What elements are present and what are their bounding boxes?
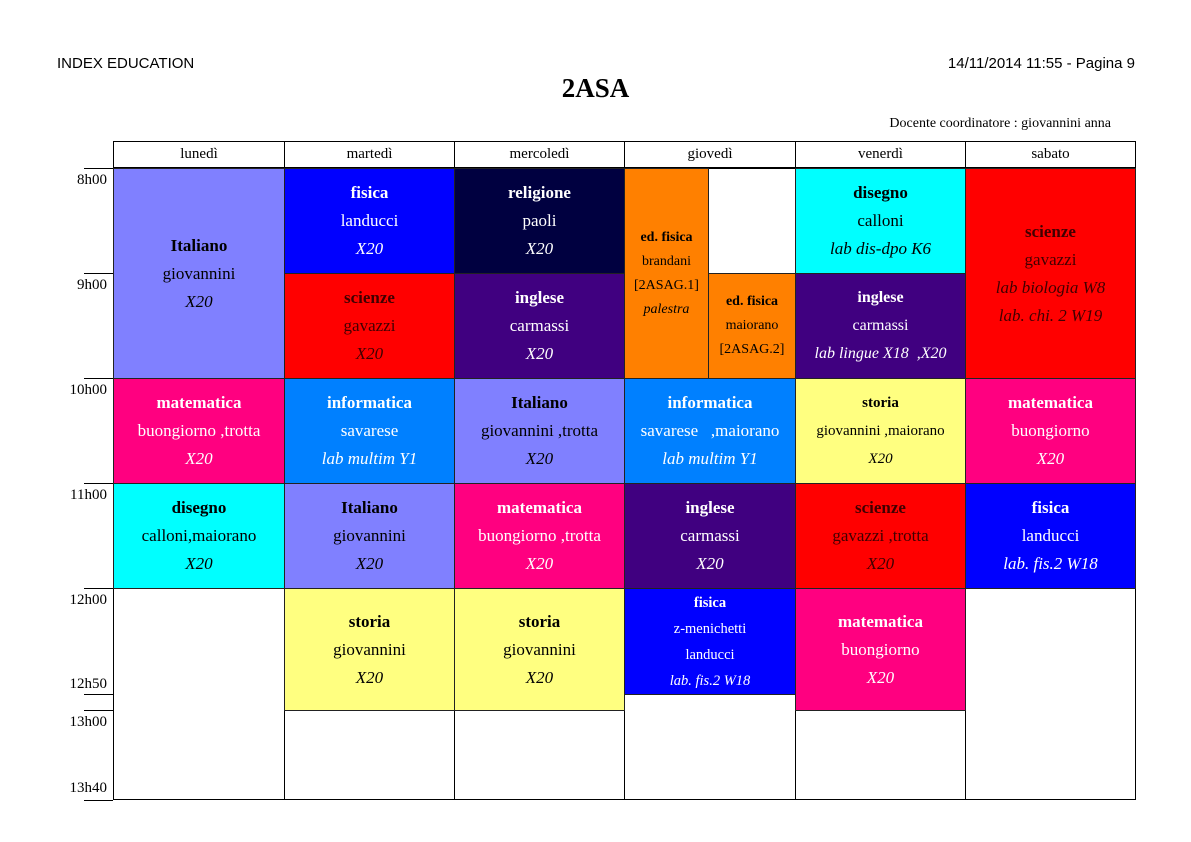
lesson-room: lab lingue X18 ,X20 [814,345,947,362]
lesson-subject: scienze [344,288,395,307]
day-header-tuesday: martedì [284,141,455,168]
lesson-subject: fisica [1031,498,1070,517]
lesson-subject: fisica [350,183,389,202]
lesson-teacher: paoli [522,211,557,230]
time-tick [84,588,113,589]
time-label: 13h00 [69,714,107,730]
lesson-subject: scienze [1025,221,1076,241]
lesson-thursday-fisica[interactable] [624,588,796,695]
lesson-subject: matematica [1008,393,1093,412]
lesson-room: X20 [696,554,724,573]
lesson-wednesday-storia[interactable] [454,588,625,711]
lesson-teacher: carmassi [852,317,909,334]
lesson-saturday-scienze[interactable] [965,168,1136,379]
time-tick [84,378,113,379]
lesson-subject: matematica [838,611,923,631]
lesson-room: X20 [355,239,384,258]
lesson-room: X20 [185,554,213,573]
lesson-wednesday-religione[interactable] [454,168,625,274]
lesson-teacher: carmassi [509,316,570,335]
lesson-teacher: buongiorno ,trotta [478,526,601,545]
time-label: 12h50 [69,676,107,692]
lesson-friday-scienze[interactable] [795,483,966,589]
lesson-teacher: giovannini ,maiorano [816,423,945,439]
lesson-room: X20 [525,449,554,468]
empty-slot [454,710,625,800]
lesson-room: X20 [868,451,893,467]
lesson-subject: inglese [685,498,735,517]
time-label: 10h00 [69,382,107,398]
lesson-teacher: giovannini [333,526,406,545]
lesson-subject: ed. fisica [725,294,779,309]
time-label: 9h00 [77,277,107,293]
lesson-teacher: giovannini [333,639,406,659]
lesson-room: X20 [185,291,213,311]
lesson-teacher: savarese [340,421,399,440]
lesson-subject: fisica [693,594,727,611]
lesson-wednesday-italiano[interactable] [454,378,625,484]
day-header-monday: lunedì [113,141,285,168]
class-title: 2ASA [561,73,630,103]
lesson-room: lab multim Y1 [662,449,758,468]
lesson-room: X20 [866,554,895,573]
lesson-group: [2ASAG.1] [634,277,699,293]
lesson-room: X20 [525,667,554,687]
lesson-room: X20 [525,239,554,258]
lesson-teacher: gavazzi [1024,249,1077,269]
time-tick [84,710,113,711]
lesson-room: palestra [643,301,690,317]
coordinator-label: Docente coordinatore : giovannini anna [889,116,1111,131]
lesson-teacher: calloni,maiorano [141,526,257,545]
lesson-subject: Italiano [511,393,568,412]
lesson-subject: inglese [857,289,904,306]
time-tick [84,694,113,695]
lesson-teacher: maiorano [725,318,779,333]
lesson-room: lab. fis.2 W18 [1003,554,1098,573]
day-header-wednesday: mercoledì [454,141,625,168]
lesson-teacher: carmassi [680,526,740,545]
lesson-room: X20 [866,667,895,687]
lesson-teacher: buongiorno ,trotta [137,421,261,440]
publisher-label: INDEX EDUCATION [57,55,195,72]
lesson-teacher: buongiorno [841,639,920,659]
lesson-teacher: landucci [340,211,399,230]
time-label: 8h00 [77,172,107,188]
lesson-teacher: calloni [857,211,904,230]
lesson-thursday-inglese[interactable] [624,483,796,589]
time-label: 13h40 [69,780,107,796]
lesson-tuesday-storia[interactable] [284,588,455,711]
lesson-subject: matematica [156,393,242,412]
lesson-thursday-informatica[interactable] [624,378,796,484]
lesson-subject: matematica [497,498,582,517]
lesson-room: X20 [355,554,384,573]
lesson-teacher: z-menichetti [673,620,747,637]
lesson-teacher: landucci [1021,526,1080,545]
lesson-subject: scienze [855,498,906,517]
empty-slot [624,694,796,800]
lesson-tuesday-fisica[interactable] [284,168,455,274]
lesson-subject: storia [862,395,899,411]
lesson-friday-inglese[interactable] [795,273,966,379]
lesson-monday-disegno[interactable] [113,483,285,589]
lesson-room: X20 [1036,449,1065,468]
lesson-room: X20 [525,554,554,573]
lesson-teacher: giovannini ,trotta [480,421,599,440]
lesson-room: lab. fis.2 W18 [669,672,751,689]
lesson-room: X20 [185,449,213,468]
lesson-tuesday-italiano[interactable] [284,483,455,589]
lesson-subject: ed. fisica [640,229,693,245]
time-label: 11h00 [70,487,107,503]
lesson-monday-italiano[interactable] [113,168,285,379]
lesson-tuesday-scienze[interactable] [284,273,455,379]
lesson-teacher: buongiorno [1011,421,1090,440]
time-tick [84,483,113,484]
lesson-friday-disegno[interactable] [795,168,966,274]
lesson-room-2: lab. chi. 2 W19 [998,305,1103,325]
lesson-monday-matematica[interactable] [113,378,285,484]
lesson-room: X20 [355,344,384,363]
lesson-teacher: gavazzi ,trotta [832,526,929,545]
lesson-wednesday-inglese[interactable] [454,273,625,379]
lesson-room: X20 [355,667,384,687]
lesson-subject: Italiano [341,498,398,517]
lesson-subject: storia [518,611,561,631]
print-date-page: 14/11/2014 11:55 - Pagina 9 [947,55,1135,72]
lesson-thursday-edfisica-group1[interactable] [624,168,709,379]
lesson-room: lab biologia W8 [995,277,1106,297]
day-header-saturday: sabato [965,141,1136,168]
lesson-teacher: gavazzi [343,316,396,335]
lesson-subject: storia [348,611,391,631]
lesson-subject: disegno [171,498,227,517]
lesson-thursday-edfisica-group2[interactable] [708,273,796,379]
lesson-saturday-fisica[interactable] [965,483,1136,589]
day-header-thursday: giovedì [624,141,796,168]
lesson-subject: religione [508,183,571,202]
lesson-teacher: brandani [642,253,691,269]
lesson-friday-storia[interactable] [795,378,966,484]
lesson-saturday-matematica[interactable] [965,378,1136,484]
lesson-subject: informatica [667,393,753,412]
lesson-teacher: giovannini [162,263,236,283]
lesson-subject: Italiano [170,235,228,255]
lesson-subject: disegno [853,183,908,202]
time-tick [84,800,113,801]
lesson-group: [2ASAG.2] [719,342,785,357]
lesson-subject: inglese [514,288,565,307]
lesson-tuesday-informatica[interactable] [284,378,455,484]
lesson-teacher: savarese ,maiorano [640,421,780,440]
time-label: 12h00 [69,592,107,608]
lesson-subject: informatica [327,393,412,412]
time-tick [84,273,113,274]
lesson-room: lab dis-dpo K6 [829,239,932,258]
lesson-teacher: giovannini [503,639,576,659]
time-tick [84,168,113,169]
lesson-teacher-2: landucci [685,646,735,663]
day-header-friday: venerdì [795,141,966,168]
lesson-room: X20 [525,344,554,363]
empty-slot [284,710,455,800]
lesson-room: lab multim Y1 [321,449,418,468]
lesson-friday-matematica[interactable] [795,588,966,711]
empty-slot [708,168,796,274]
lesson-wednesday-matematica[interactable] [454,483,625,589]
